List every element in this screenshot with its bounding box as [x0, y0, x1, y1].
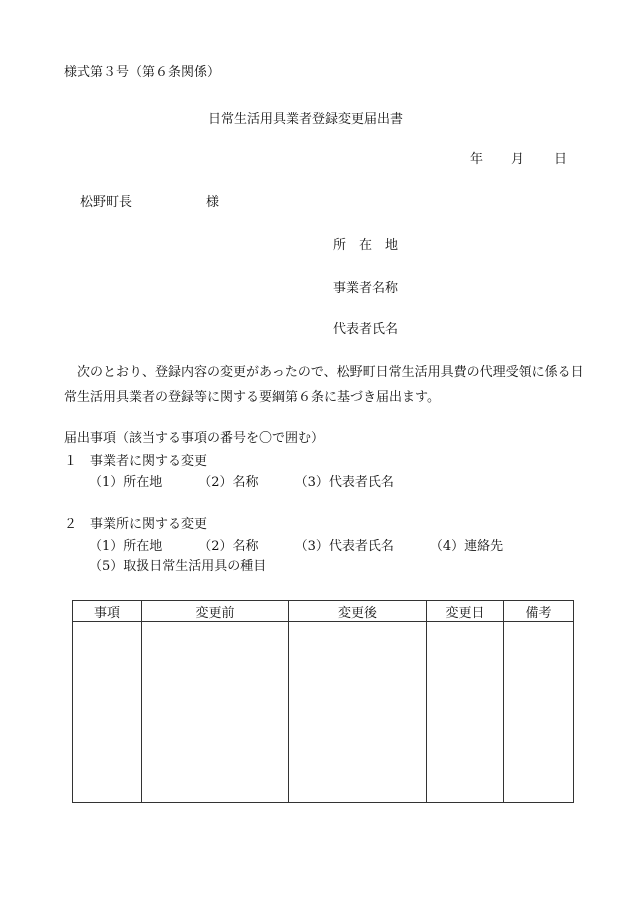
field-business-name: 事業者名称	[333, 281, 399, 296]
field-representative: 代表者氏名	[333, 322, 399, 337]
date-year: 年	[470, 152, 484, 167]
body-text: 次のとおり、登録内容の変更があったので、松野町日常生活用具費の代理受領に係る日常生活用具業者の登録等に関する要綱第６条に基づき届出ます。	[64, 365, 584, 405]
section-2-options	[89, 540, 503, 553]
section-2-title: ２ 事業所に関する変更	[64, 517, 208, 532]
header-change-date: 変更日	[427, 601, 504, 622]
header-remarks: 備考	[504, 601, 574, 622]
cell-after[interactable]	[289, 622, 427, 803]
addressee-honorific: 様	[206, 195, 220, 210]
option-1-2: （2）名称	[198, 475, 259, 490]
table-row	[73, 622, 574, 803]
cell-remarks[interactable]	[504, 622, 574, 803]
option-2-1: （1）所在地	[89, 539, 163, 554]
cell-item[interactable]	[73, 622, 142, 803]
option-2-4: （4）連絡先	[429, 539, 504, 554]
date-month: 月	[511, 152, 525, 167]
option-2-3: （3）代表者氏名	[294, 539, 394, 554]
header-item: 事項	[73, 601, 142, 622]
field-address: 所 在 地	[333, 238, 399, 253]
body-paragraph	[64, 360, 584, 410]
items-heading: 届出事項（該当する事項の番号を〇で囲む）	[64, 431, 325, 446]
cell-before[interactable]	[142, 622, 289, 803]
form-number: 様式第３号（第６条関係）	[64, 65, 221, 80]
header-before: 変更前	[142, 601, 289, 622]
addressee-name: 松野町長	[80, 195, 133, 210]
cell-change-date[interactable]	[427, 622, 504, 803]
header-after: 変更後	[289, 601, 427, 622]
section-1-options	[89, 476, 394, 489]
option-1-1: （1）所在地	[89, 475, 163, 490]
section-1-title: １ 事業者に関する変更	[64, 454, 208, 469]
date-day: 日	[554, 152, 568, 167]
option-2-5: （5）取扱日常生活用具の種目	[89, 559, 267, 574]
change-table	[72, 600, 574, 803]
option-1-3: （3）代表者氏名	[294, 475, 394, 490]
option-2-2: （2）名称	[198, 539, 259, 554]
table-header-row	[73, 601, 574, 622]
document-title: 日常生活用具業者登録変更届出書	[208, 112, 404, 127]
